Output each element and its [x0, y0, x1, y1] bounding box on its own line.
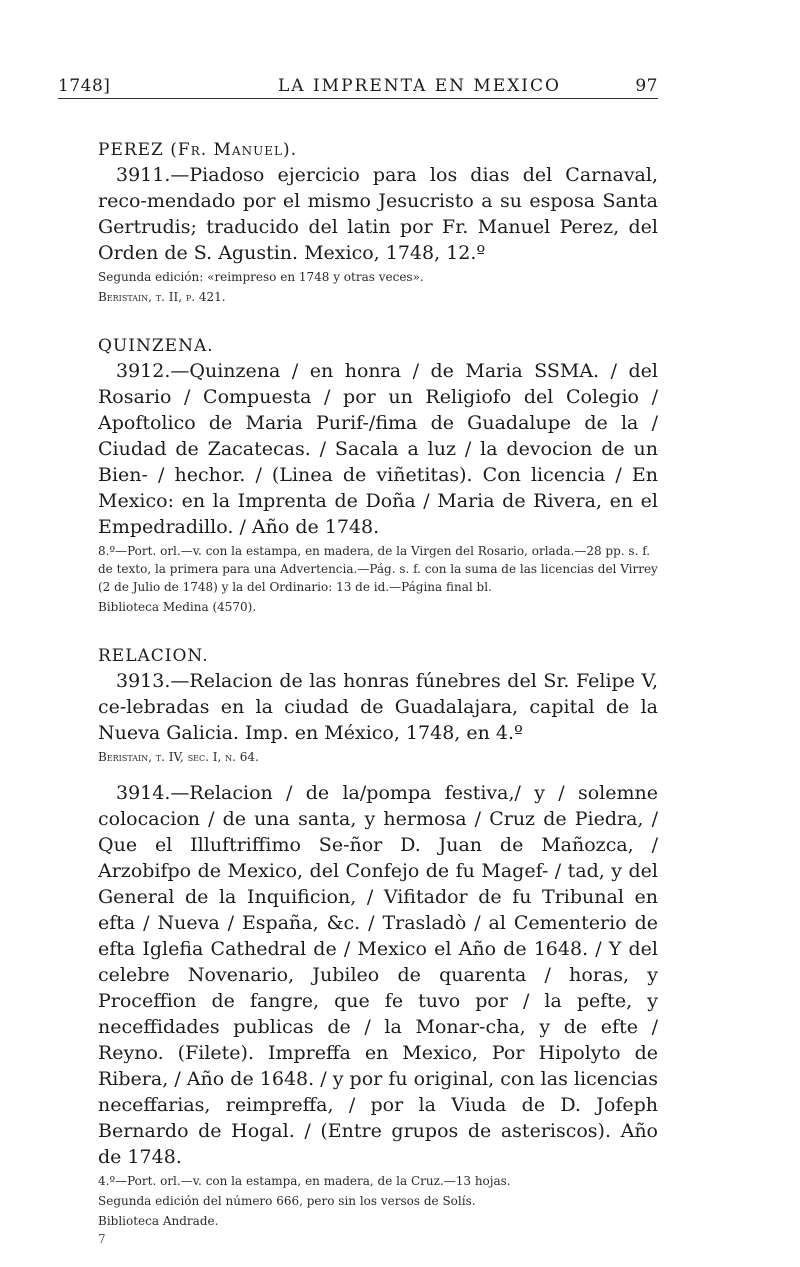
header-rule: [58, 98, 658, 99]
entry-note: Beristain, t. IV, sec. I, n. 64.: [98, 750, 259, 764]
running-title: LA IMPRENTA EN MEXICO: [278, 76, 561, 96]
entry-3912: [98, 336, 658, 616]
entries: [98, 130, 658, 1246]
entry-body: 3913.—Relacion de las honras fúnebres del Sr. Felipe V, ce-lebradas en la ciudad de Guadalajara, capital de la Nueva Galicia. Imp. en México, 1748, en 4.º: [98, 670, 658, 744]
entry-note: 4.º—Port. orl.—v. con la estampa, en madera, de la Cruz.—13 hojas.: [98, 1174, 511, 1188]
entry-body: 3912.—Quinzena / en honra / de Maria SSMA. / del Rosario / Compuesta / por un Religiofo del Colegio / Apoftolico de Maria Purif-/fima de Guadalupe de la / Ciudad de Zacatecas. / Sacala a luz / la devocion de un Bien- / hechor. / (Linea de viñetitas). Con licencia / En Mexico: en la Imprenta de Doña / Maria de Rivera, en el Empedradillo. / Año de 1748.: [98, 360, 658, 538]
entry-heading: RELACION.: [98, 646, 209, 666]
entry-heading: PEREZ (Fr. Manuel).: [98, 140, 297, 160]
entry-note: Segunda edición del número 666, pero sin los versos de Solís.: [98, 1194, 476, 1208]
entry-3913: [98, 646, 658, 766]
spacer: [98, 766, 658, 780]
entry-note: Segunda edición: «reimpreso en 1748 y otras veces».: [98, 270, 424, 284]
entry-note: Beristain, t. II, p. 421.: [98, 290, 226, 304]
page-number: 97: [635, 76, 658, 96]
entry-note: Biblioteca Andrade.: [98, 1214, 219, 1228]
entry-body: 3911.—Piadoso ejercicio para los dias del Carnaval, reco-mendado por el mismo Jesucristo a su esposa Santa Gertrudis; traducido del latin por Fr. Manuel Perez, del Orden de S. Agustin. Mexico, 1748, 12.º: [98, 164, 658, 264]
entry-3911: [98, 140, 658, 306]
running-header: [58, 70, 658, 100]
spacer: [98, 616, 658, 636]
header-year: 1748]: [58, 76, 111, 96]
spacer: [98, 306, 658, 326]
entry-3914: [98, 780, 658, 1246]
signature-mark: 7: [98, 1232, 106, 1246]
entry-body: 3914.—Relacion / de la/pompa festiva,/ y / solemne colocacion / de una santa, y hermosa / Cruz de Piedra, / Que el Illuftriffimo Se-ñor D. Juan de Mañozca, / Arzobifpo de Mexico, del Confejo de fu Magef- / tad, y del General de la Inquificion, / Vifitador de fu Tribunal en efta / Nueva / España, &c. / Trasladò / al Cementerio de efta Iglefia Cathedral de / Mexico el Año de 1648. / Y del celebre Novenario, Jubileo de quarenta / horas, y Proceffion de fangre, que fe tuvo por / la pefte, y neceffidades publicas de / la Monar-cha, y de efte / Reyno. (Filete). Impreffa en Mexico, Por Hipolyto de Ribera, / Año de 1648. / y por fu original, con las licencias neceffarias, reimpreffa, / por la Viuda de D. Jofeph Bernardo de Hogal. / (Entre grupos de asteriscos). Año de 1748.: [98, 782, 658, 1168]
entry-note: 8.º—Port. orl.—v. con la estampa, en madera, de la Virgen del Rosario, orlada.—28 pp. s. f. de texto, la primera para una Advertencia.—Pág. s. f. con la suma de las licencias del Virrey (2 de Julio de 1748) y la del Ordinario: 13 de id.—Página final bl.: [98, 544, 658, 594]
entry-heading: QUINZENA.: [98, 336, 214, 356]
entry-note: Biblioteca Medina (4570).: [98, 600, 257, 614]
